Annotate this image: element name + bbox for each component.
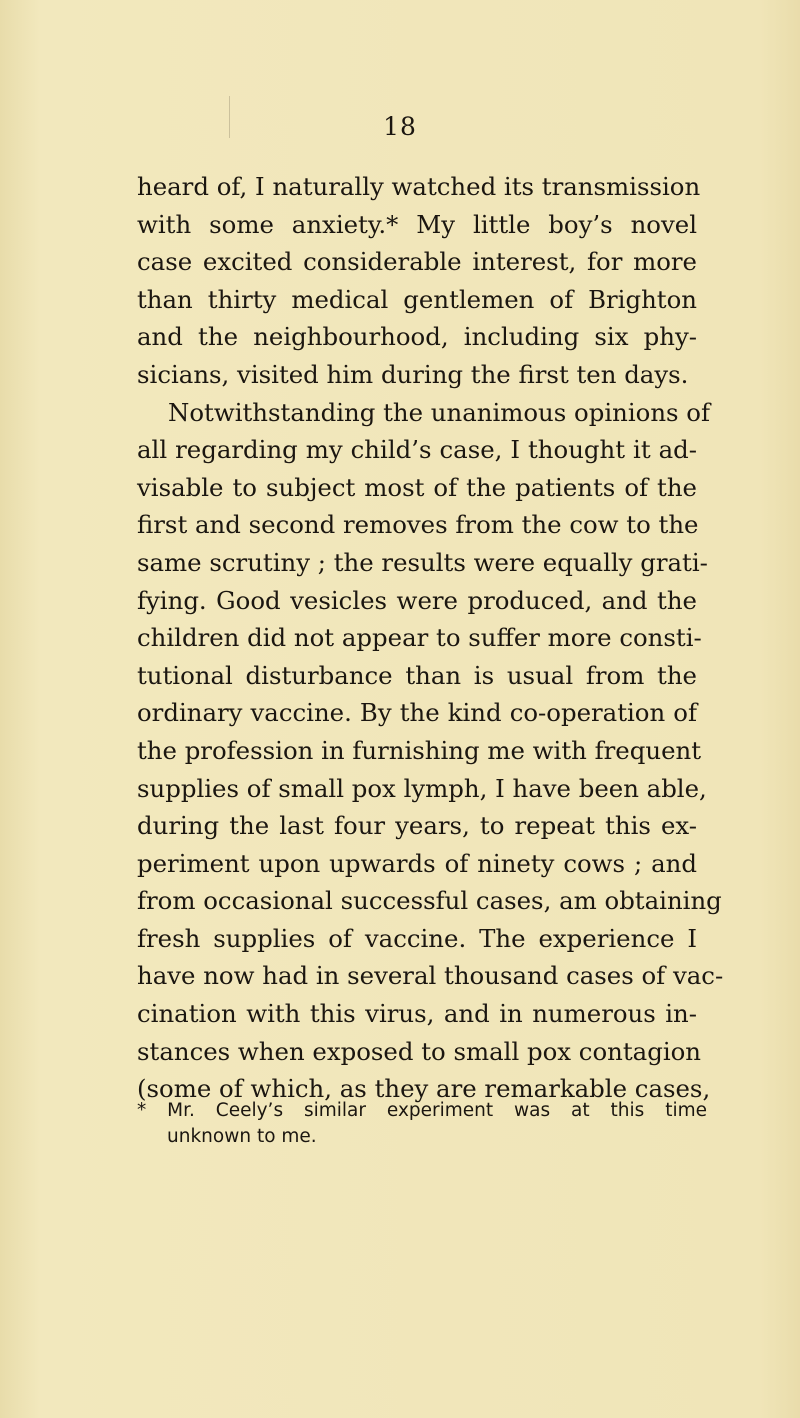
text-line: during the last four years, to repeat this ex- [137,811,697,841]
text-line: fying. Good vesicles were produced, and the [137,585,697,615]
text-line: and the neighbourhood, including six phy- [137,322,697,352]
text-line: visable to subject most of the patients of the [137,472,697,502]
text-line: same scrutiny ; the results were equally grati- [137,547,708,577]
text-line: tutional disturbance than is usual from the [137,660,697,690]
text-line: have now had in several thousand cases of vac- [137,961,724,991]
text-line: than thirty medical gentlemen of Brighton [137,284,697,314]
text-line: (some of which, as they are remarkable cases, [137,1074,711,1104]
text-line: from occasional successful cases, am obtaining [137,886,722,916]
body-text [137,168,724,1108]
text-line: heard of, I naturally watched its transmission [137,172,701,201]
text-line: with some anxiety.* My little boy’s novel [137,209,697,239]
text-line: all regarding my child’s case, I thought it ad- [137,435,697,465]
text-line: stances when exposed to small pox contagion [137,1036,702,1066]
text-line: supplies of small pox lymph, I have been able, [137,773,707,803]
text-line: children did not appear to suffer more consti- [137,623,702,653]
footnote-line: * Mr. Ceely’s similar experiment was at this time [137,1100,707,1121]
text-line: Notwithstanding the unanimous opinions of [168,397,711,427]
footnote [137,1098,707,1150]
footnote-line: unknown to me. [167,1126,317,1147]
text-line: case excited considerable interest, for more [137,247,697,277]
text-line: first and second removes from the cow to the [137,510,699,540]
text-line: fresh supplies of vaccine. The experience I [137,923,697,953]
text-line: sicians, visited him during the first ten days. [137,359,689,389]
text-line: ordinary vaccine. By the kind co-operation of [137,698,697,728]
text-line: periment upon upwards of ninety cows ; and [137,848,697,878]
text-line: the profession in furnishing me with frequent [137,735,702,765]
page-number: 18 [383,112,417,141]
text-line: cination with this virus, and in numerous in- [137,999,697,1029]
